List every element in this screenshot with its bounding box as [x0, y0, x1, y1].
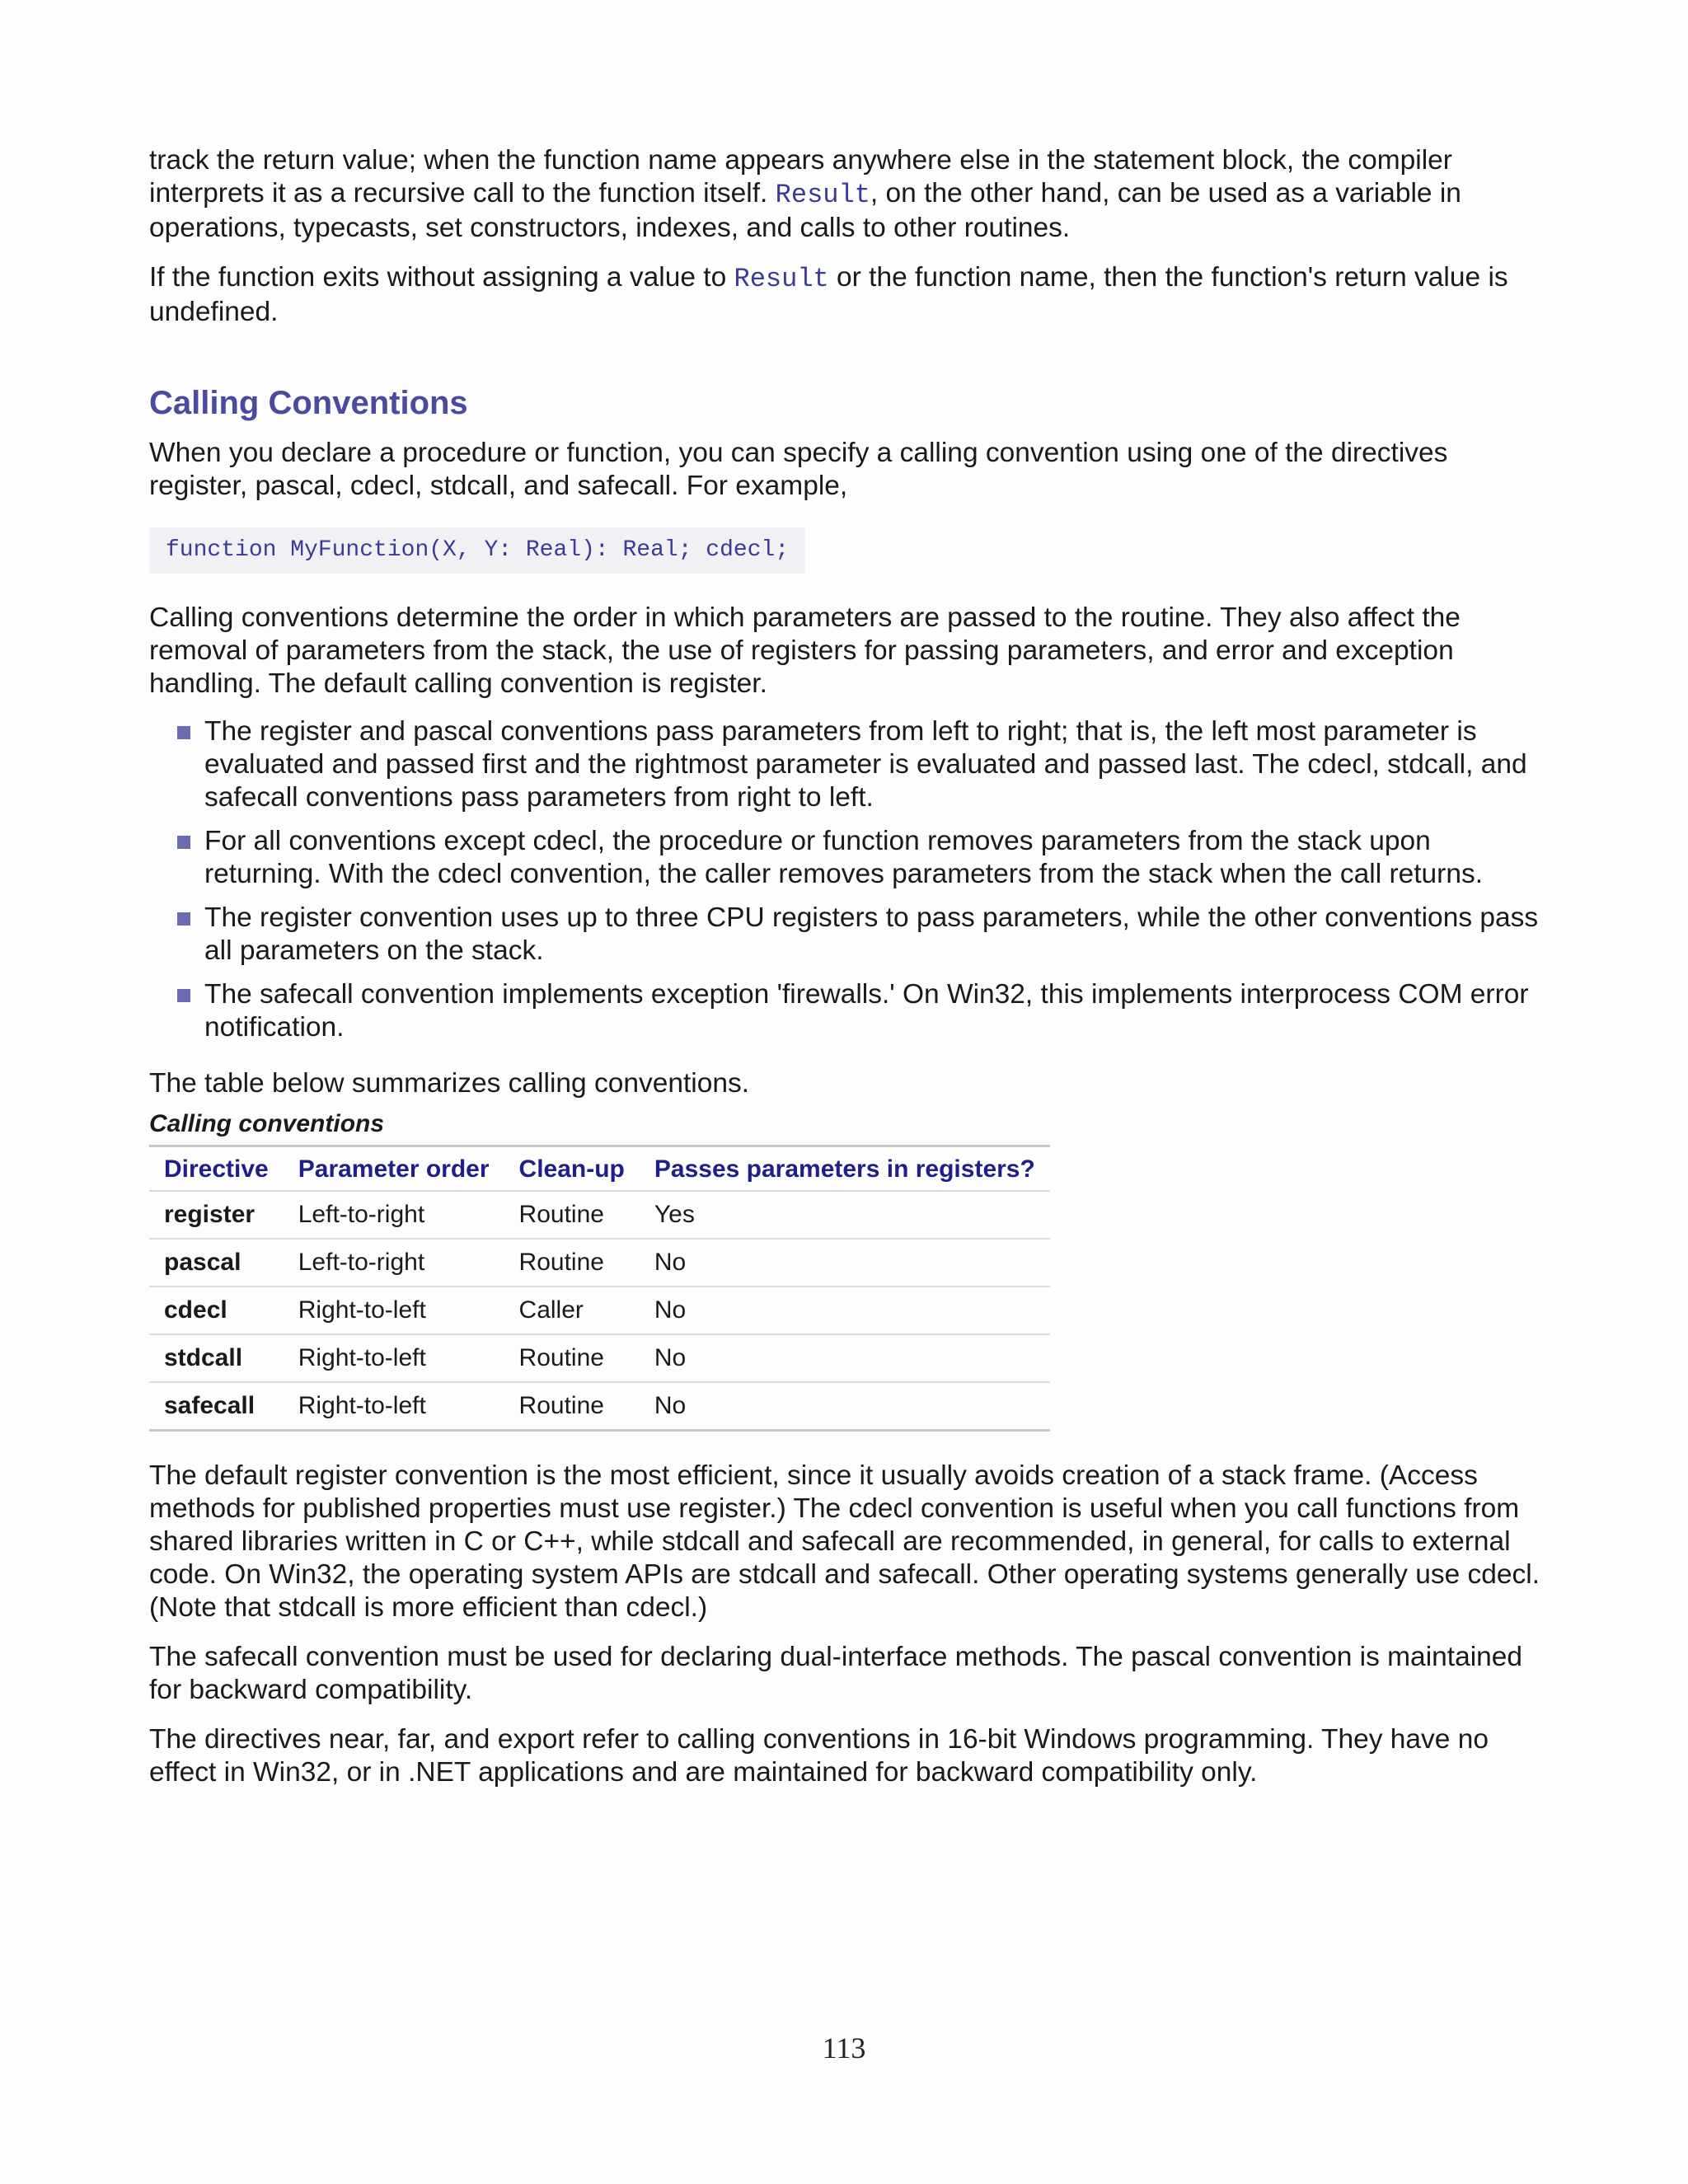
table-cell: Routine — [504, 1239, 640, 1286]
result-code: Result — [734, 264, 829, 294]
bullet-square-icon — [177, 989, 190, 1002]
bullet-square-icon — [177, 912, 190, 926]
table-cell: stdcall — [149, 1334, 284, 1382]
column-header: Directive — [149, 1146, 284, 1192]
table-cell: Right-to-left — [284, 1334, 504, 1382]
column-header: Clean-up — [504, 1146, 640, 1192]
table-cell: No — [640, 1334, 1050, 1382]
table-cell: No — [640, 1239, 1050, 1286]
table-cell: Right-to-left — [284, 1286, 504, 1334]
table-cell: Left-to-right — [284, 1239, 504, 1286]
table-row — [149, 1286, 1050, 1334]
list-item: The safecall convention implements exception 'firewalls.' On Win32, this implements interprocess COM error notification. — [149, 978, 1542, 1044]
table-caption: Calling conventions — [149, 1110, 385, 1137]
table-cell: register — [149, 1191, 284, 1239]
list-item: The register convention uses up to three CPU registers to pass parameters, while the other conventions pass all parameters on the stack. — [149, 902, 1542, 968]
section-heading: Calling Conventions — [149, 385, 468, 421]
bullet-square-icon — [177, 836, 190, 849]
table-cell: Caller — [504, 1286, 640, 1334]
page-content — [149, 144, 1542, 1806]
table-cell: Routine — [504, 1334, 640, 1382]
table-cell: Right-to-left — [298, 1392, 426, 1419]
table-row — [149, 1382, 1050, 1431]
result-code: Result — [775, 180, 870, 210]
section-paragraph-2: Calling conventions determine the order in which parameters are passed to the routine. They also affect the removal of parameters from the stack, the use of registers for passing parameters, and error and exception handling. The default calling convention is register. — [149, 602, 1461, 699]
page-number: 113 — [822, 2032, 866, 2064]
table-cell: safecall — [164, 1392, 256, 1419]
list-item: The register and pascal conventions pass parameters from left to right; that is, the left most parameter is evaluated and passed first and the rightmost parameter is evaluated and passed last. The cdecl, stdcall, and safecall conventions pass parameters from right to left. — [149, 715, 1542, 814]
bullet-square-icon — [177, 726, 190, 739]
column-header: Passes parameters in registers? — [640, 1146, 1050, 1192]
closing-paragraph-1: The default register convention is the most efficient, since it usually avoids creation of a stack frame. (Access methods for published properties must use register.) The cdecl convention is useful when you call functions from shared libraries written in C or C++, while stdcall and safecall are recommended, in general, for calls to external code. On Win32, the operating system APIs are stdcall and safecall. Other operating systems generally use cdecl. (Note that stdcall is more efficient than cdecl.) — [149, 1460, 1540, 1623]
list-item: For all conventions except cdecl, the procedure or function removes parameters from the stack upon returning. With the cdecl convention, the caller removes parameters from the stack when the call returns. — [149, 825, 1542, 891]
column-header: Parameter order — [284, 1146, 504, 1192]
calling-conventions-table — [149, 1145, 1050, 1432]
table-cell: pascal — [149, 1239, 284, 1286]
table-cell: No — [654, 1392, 687, 1419]
table-cell: No — [640, 1286, 1050, 1334]
table-row — [149, 1239, 1050, 1286]
table-row — [149, 1191, 1050, 1239]
closing-paragraph-3: The directives near, far, and export refer to calling conventions in 16-bit Windows programming. They have no effect in Win32, or in .NET applications and are maintained for backward compatibility only. — [149, 1724, 1489, 1788]
table-row — [149, 1334, 1050, 1382]
table-intro: The table below summarizes calling conventions. — [149, 1068, 750, 1099]
convention-bullet-list — [149, 715, 1542, 1044]
closing-paragraph-2: The safecall convention must be used for declaring dual-interface methods. The pascal convention is maintained for backward compatibility. — [149, 1642, 1523, 1705]
section-paragraph-1: When you declare a procedure or function, you can specify a calling convention using one of the directives register, pascal, cdecl, stdcall, and safecall. For example, — [149, 438, 1448, 501]
intro-paragraph-2: If the function exits without assigning a value to Result or the function name, then the function's return value is undefined. — [149, 262, 1508, 327]
table-cell: Routine — [518, 1392, 604, 1419]
table-cell: Left-to-right — [284, 1191, 504, 1239]
table-cell: cdecl — [149, 1286, 284, 1334]
code-example: function MyFunction(X, Y: Real): Real; cdecl; — [149, 527, 805, 574]
table-cell: Routine — [504, 1191, 640, 1239]
table-header-row — [149, 1146, 1050, 1192]
intro-paragraph-1: track the return value; when the function name appears anywhere else in the statement block, the compiler interprets it as a recursive call to the function itself. Result, on the other hand, can be used as a variable in operations, typecasts, set constructors, indexes, and calls to other routines. — [149, 145, 1461, 243]
table-cell: Yes — [640, 1191, 1050, 1239]
